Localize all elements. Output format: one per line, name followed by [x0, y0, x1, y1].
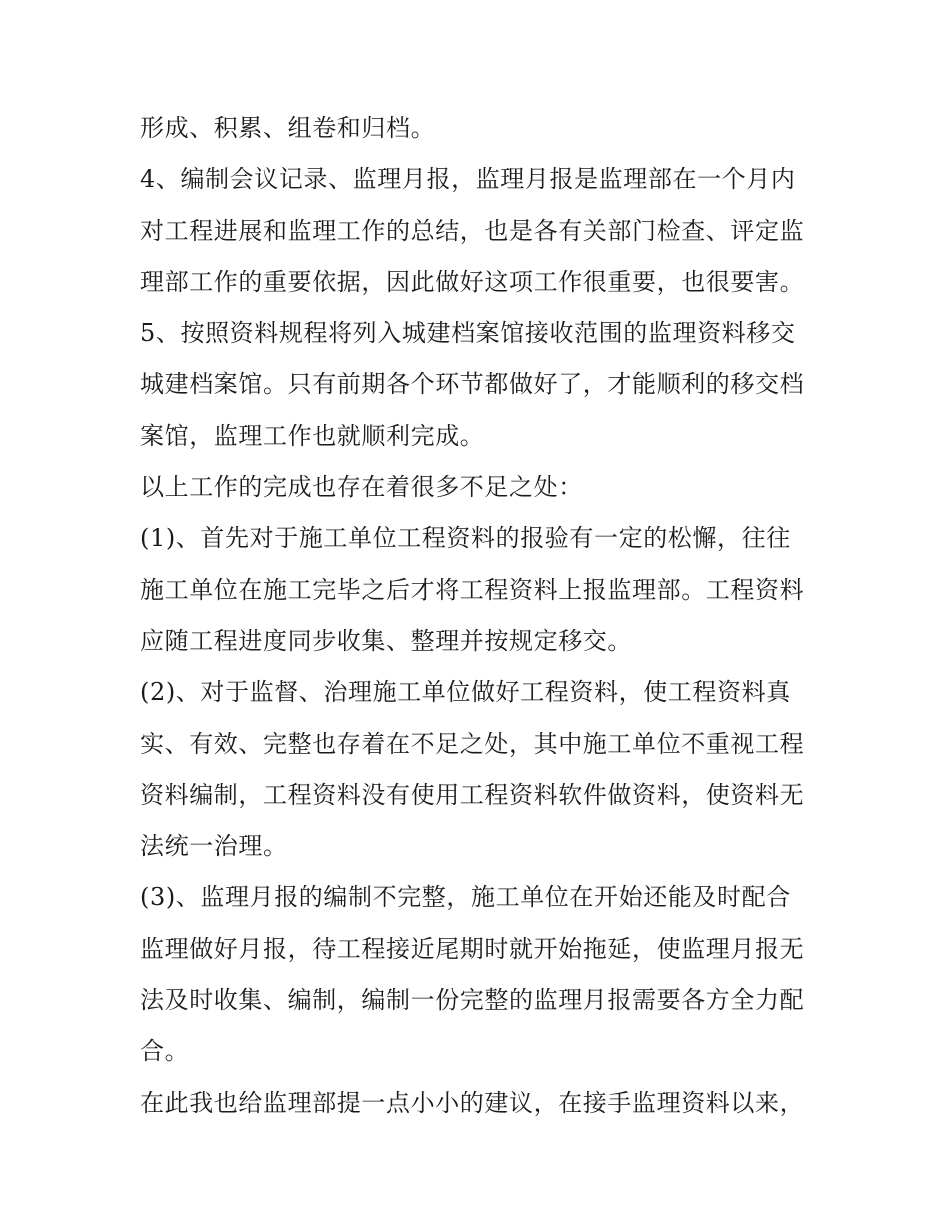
text-line: 理部工作的重要依据，因此做好这项工作很重要，也很要害。 — [140, 267, 805, 296]
text-line: (3)、监理月报的编制不完整，施工单位在开始还能及时配合 — [140, 883, 791, 912]
text-line: 形成、积累、组卷和归档。 — [140, 114, 436, 142]
document-body — [140, 103, 830, 1129]
text-line: 法统一治理。 — [140, 832, 288, 861]
text-line: 案馆，监理工作也就顺利完成。 — [140, 421, 485, 450]
text-line: 4、编制会议记录、监理月报，监理月报是监理部在一个月内 — [140, 165, 796, 194]
text-line: 以上工作的完成也存在着很多不足之处： — [140, 473, 583, 502]
text-line: 资料编制，工程资料没有使用工程资料软件做资料，使资料无 — [140, 780, 805, 809]
text-line: (2)、对于监督、治理施工单位做好工程资料，使工程资料真 — [140, 678, 791, 707]
text-line: 应随工程进度同步收集、整理并按规定移交。 — [140, 626, 632, 655]
text-line: 城建档案馆。只有前期各个环节都做好了，才能顺利的移交档 — [140, 370, 805, 399]
text-line: 实、有效、完整也存着在不足之处，其中施工单位不重视工程 — [140, 729, 805, 758]
text-line: 施工单位在施工完毕之后才将工程资料上报监理部。工程资料 — [140, 575, 805, 604]
text-line: 监理做好月报，待工程接近尾期时就开始拖延，使监理月报无 — [140, 934, 805, 963]
text-line: 5、按照资料规程将列入城建档案馆接收范围的监理资料移交 — [140, 319, 796, 348]
text-line: 对工程进展和监理工作的总结，也是各有关部门检查、评定监 — [140, 216, 805, 245]
text-line: 在此我也给监理部提一点小小的建议，在接手监理资料以来， — [140, 1088, 805, 1117]
text-line: 合。 — [140, 1037, 190, 1066]
text-line: 法及时收集、编制，编制一份完整的监理月报需要各方全力配 — [140, 986, 805, 1015]
text-line: (1)、首先对于施工单位工程资料的报验有一定的松懈，往往 — [140, 524, 791, 553]
